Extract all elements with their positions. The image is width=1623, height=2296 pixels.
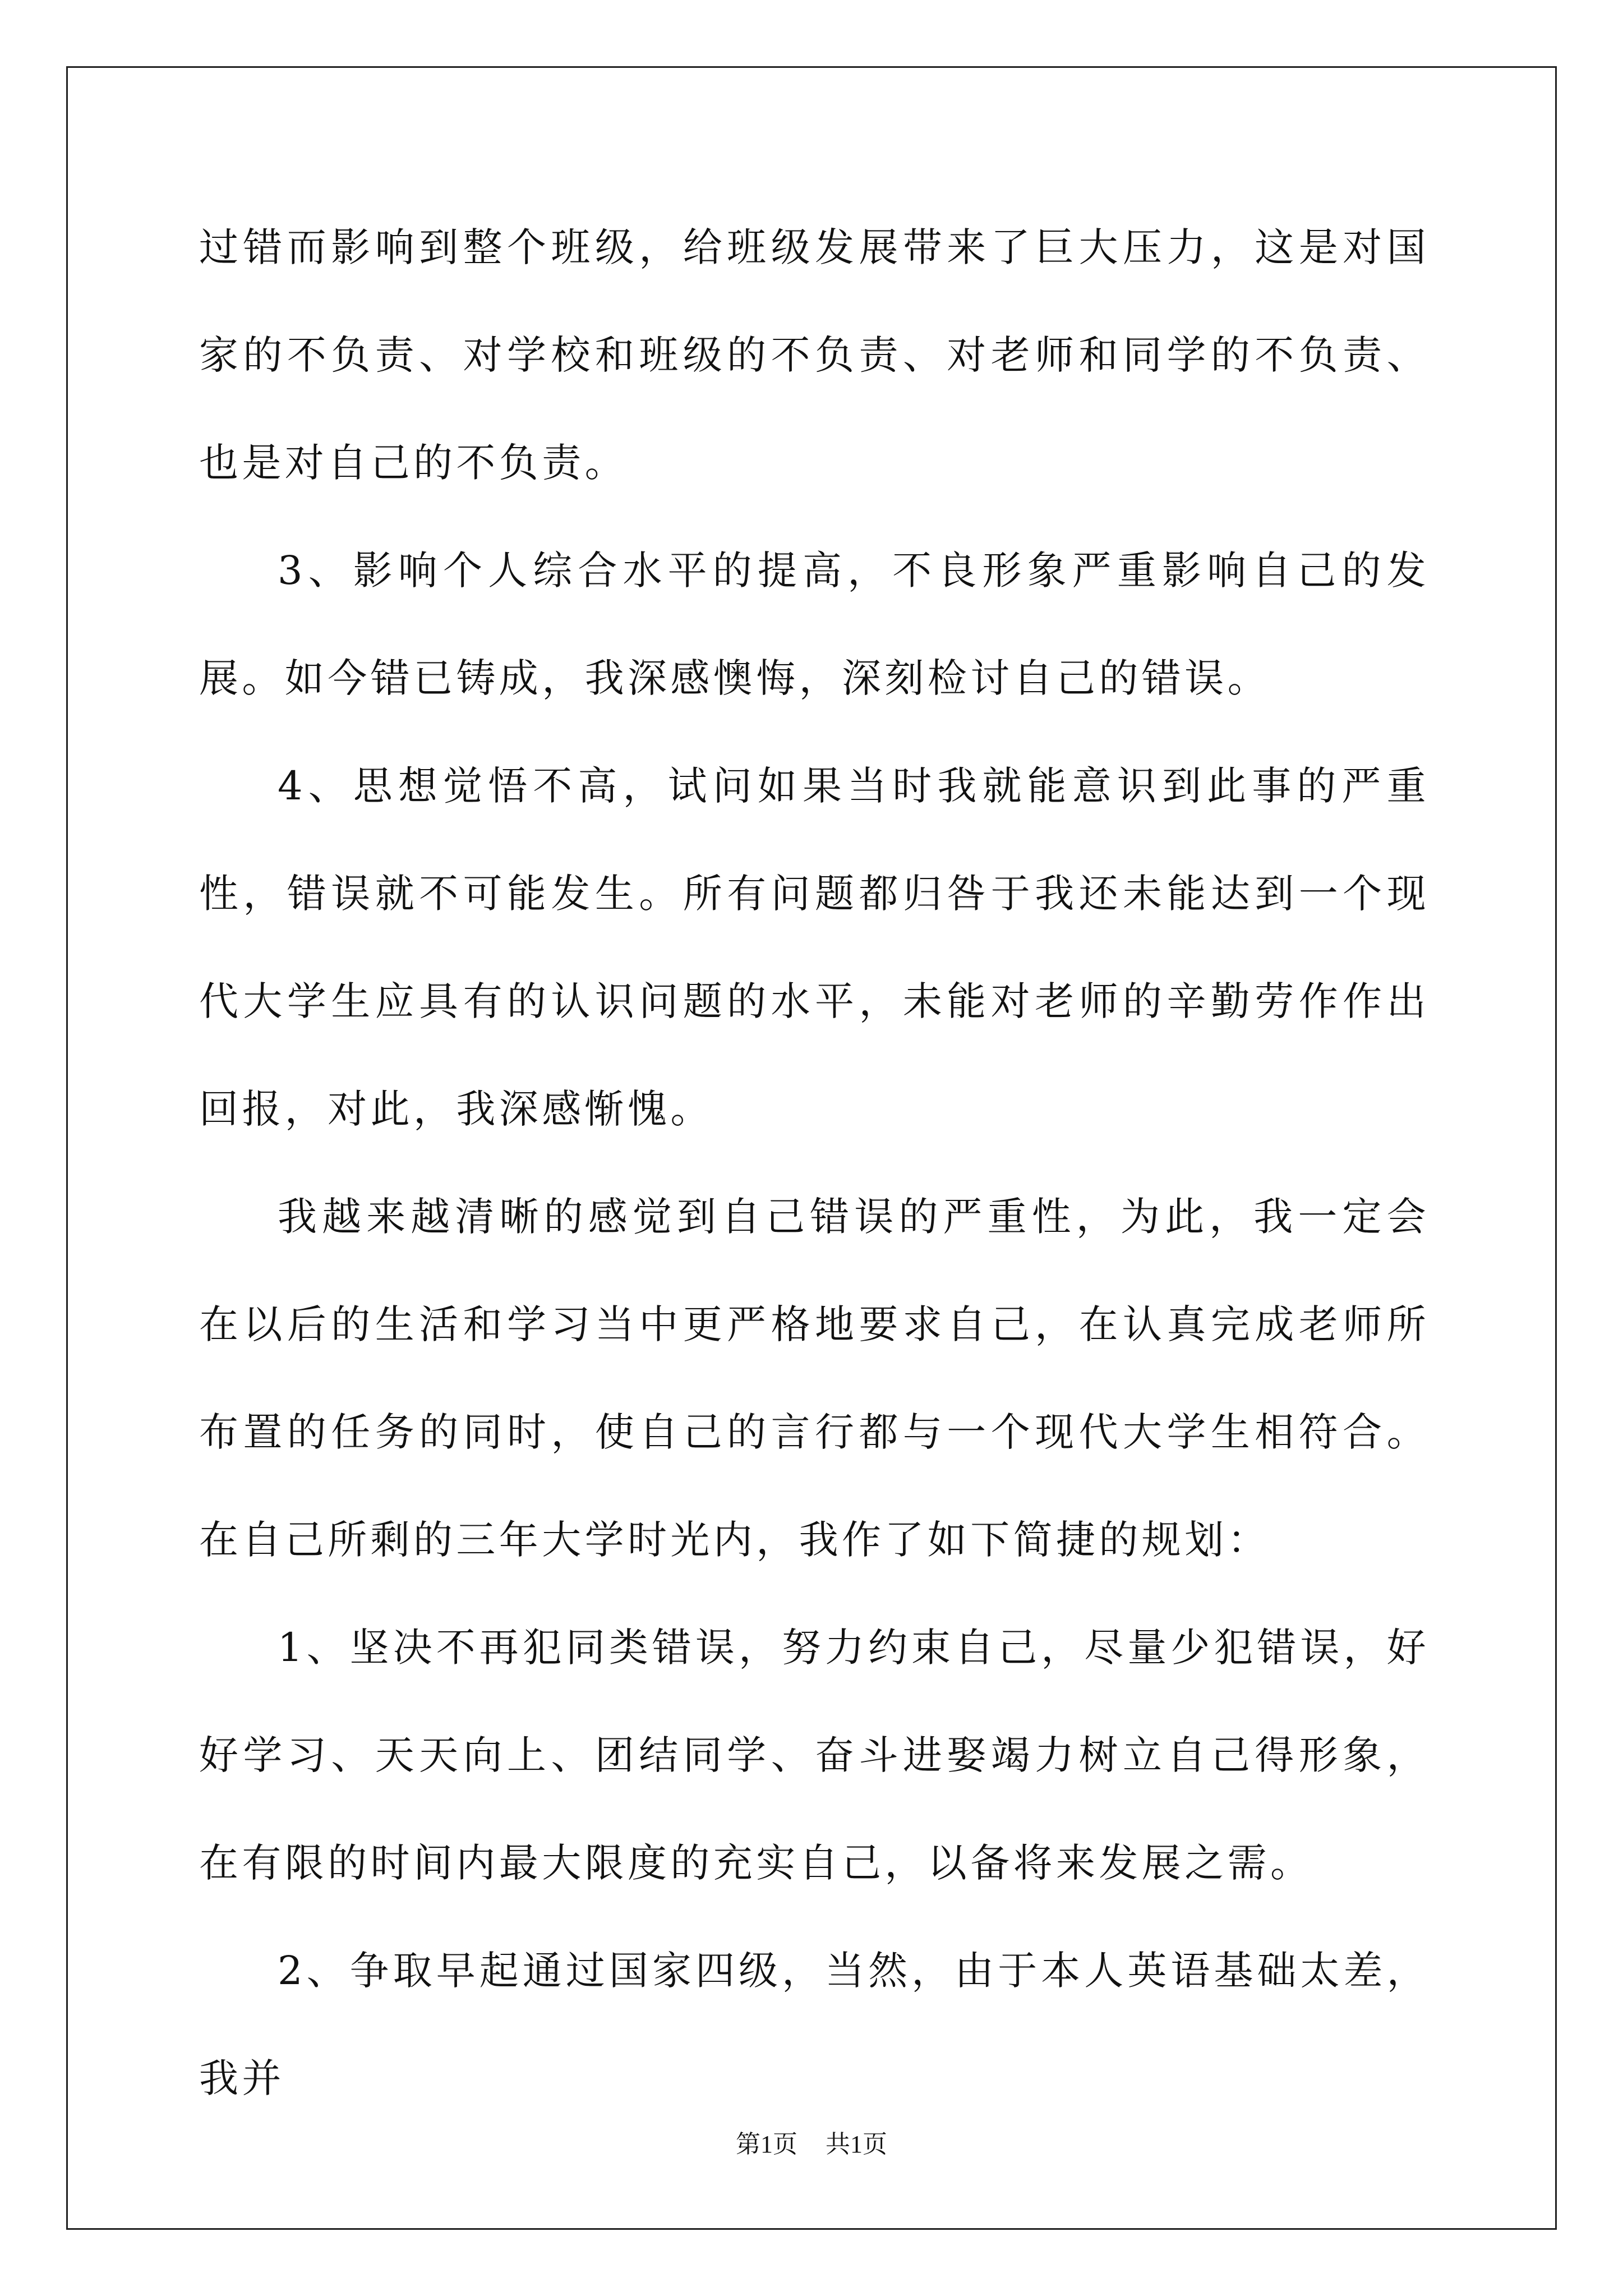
page-footer bbox=[0, 2124, 1623, 2160]
paragraph-3: 4、思想觉悟不高，试问如果当时我就能意识到此事的严重性，错误就不可能发生。所有问题都归咎于我还未能达到一个现代大学生应具有的认识问题的水平，未能对老师的辛勤劳作作出回报，对此，我深感惭愧。 bbox=[199, 763, 1430, 1132]
paragraph-2: 3、影响个人综合水平的提高，不良形象严重影响自己的发展。如今错已铸成，我深感懊悔，深刻检讨自己的错误。 bbox=[199, 547, 1430, 701]
page-number: 第1页 bbox=[736, 2131, 797, 2158]
paragraph-6: 2、争取早起通过国家四级，当然，由于本人英语基础太差，我并 bbox=[199, 1948, 1430, 2101]
paragraph-1: 过错而影响到整个班级，给班级发展带来了巨大压力，这是对国家的不负责、对学校和班级的不负责、对老师和同学的不负责、也是对自己的不负责。 bbox=[199, 224, 1430, 486]
paragraph-4: 我越来越清晰的感觉到自己错误的严重性，为此，我一定会在以后的生活和学习当中更严格地要求自己，在认真完成老师所布置的任务的同时，使自己的言行都与一个现代大学生相符合。在自己所剩的三年大学时光内，我作了如下简捷的规划： bbox=[199, 1194, 1430, 1563]
paragraph-5: 1、坚决不再犯同类错误，努力约束自己，尽量少犯错误，好好学习、天天向上、团结同学、奋斗进娶竭力树立自己得形象，在有限的时间内最大限度的充实自己，以备将来发展之需。 bbox=[199, 1625, 1430, 1886]
page-total: 共1页 bbox=[826, 2131, 887, 2158]
document-body bbox=[199, 194, 1430, 2132]
